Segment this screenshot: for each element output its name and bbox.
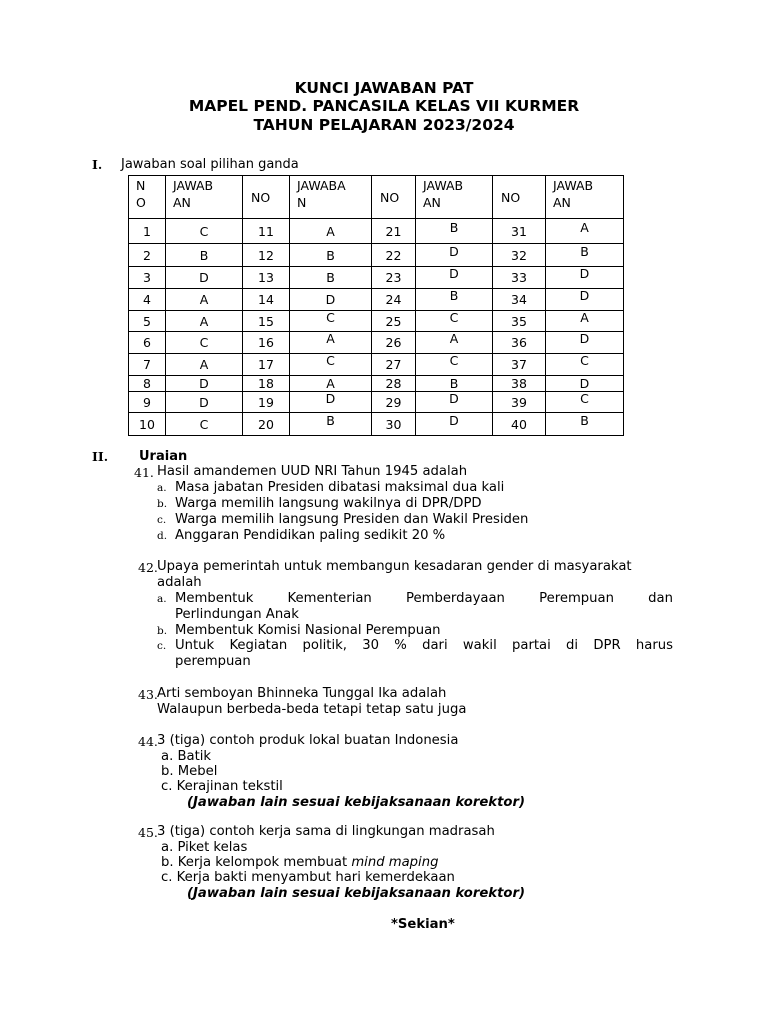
header-no: N O bbox=[129, 176, 166, 219]
row-number: 8 bbox=[129, 376, 166, 392]
row-answer: D bbox=[416, 392, 493, 413]
header-jawaban: JAWABA N bbox=[290, 176, 372, 219]
row-answer: B bbox=[416, 219, 493, 244]
row-number: 40 bbox=[493, 413, 546, 436]
row-number: 24 bbox=[372, 289, 416, 311]
table-row bbox=[129, 392, 624, 413]
row-answer: B bbox=[290, 244, 372, 267]
answer-item: a. Piket kelas bbox=[161, 840, 248, 855]
row-number: 19 bbox=[243, 392, 290, 413]
table-row bbox=[129, 332, 624, 354]
row-number: 11 bbox=[243, 219, 290, 244]
row-answer: C bbox=[166, 332, 243, 354]
row-answer: D bbox=[546, 376, 624, 392]
table-row bbox=[129, 311, 624, 332]
row-answer: C bbox=[546, 392, 624, 413]
question-number: 45. bbox=[138, 825, 158, 840]
option-text: Warga memilih langsung wakilnya di DPR/DPD bbox=[175, 496, 482, 511]
row-answer: A bbox=[290, 376, 372, 392]
row-number: 9 bbox=[129, 392, 166, 413]
table-row bbox=[129, 289, 624, 311]
row-number: 37 bbox=[493, 354, 546, 376]
row-number: 2 bbox=[129, 244, 166, 267]
row-answer: C bbox=[166, 219, 243, 244]
row-number: 39 bbox=[493, 392, 546, 413]
grader-note: (Jawaban lain sesuai kebijaksanaan korektor) bbox=[187, 886, 525, 901]
row-number: 3 bbox=[129, 267, 166, 289]
row-answer: A bbox=[166, 311, 243, 332]
answer-item: a. Batik bbox=[161, 749, 212, 764]
row-answer: D bbox=[166, 376, 243, 392]
answer-key-table bbox=[128, 175, 624, 436]
option-text: perempuan bbox=[175, 654, 251, 669]
table-row bbox=[129, 267, 624, 289]
header-jawaban: JAWAB AN bbox=[416, 176, 493, 219]
row-number: 5 bbox=[129, 311, 166, 332]
question-number: 42. bbox=[138, 560, 158, 575]
row-answer: D bbox=[546, 332, 624, 354]
option-text: Warga memilih langsung Presiden dan Wakil Presiden bbox=[175, 512, 529, 527]
row-number: 10 bbox=[129, 413, 166, 436]
row-number: 15 bbox=[243, 311, 290, 332]
row-number: 14 bbox=[243, 289, 290, 311]
row-number: 23 bbox=[372, 267, 416, 289]
section1-numeral: I. bbox=[92, 157, 103, 172]
row-number: 1 bbox=[129, 219, 166, 244]
row-answer: A bbox=[546, 311, 624, 332]
row-answer: C bbox=[416, 311, 493, 332]
question-text: Upaya pemerintah untuk membangun kesadaran gender di masyarakat bbox=[157, 559, 632, 574]
row-answer: B bbox=[290, 413, 372, 436]
answer-item: c. Kerja bakti menyambut hari kemerdekaan bbox=[161, 870, 455, 885]
doc-year: TAHUN PELAJARAN 2023/2024 bbox=[253, 116, 515, 134]
row-number: 12 bbox=[243, 244, 290, 267]
section2-numeral: II. bbox=[92, 449, 109, 464]
option-label: c. bbox=[157, 640, 167, 652]
row-number: 6 bbox=[129, 332, 166, 354]
row-answer: C bbox=[166, 413, 243, 436]
row-number: 17 bbox=[243, 354, 290, 376]
row-number: 36 bbox=[493, 332, 546, 354]
table-row bbox=[129, 244, 624, 267]
section1-title: Jawaban soal pilihan ganda bbox=[121, 157, 299, 172]
row-answer: D bbox=[416, 413, 493, 436]
row-answer: B bbox=[290, 267, 372, 289]
option-label: b. bbox=[157, 498, 168, 510]
question-number: 41. bbox=[134, 465, 154, 480]
header-no: NO bbox=[243, 176, 290, 219]
doc-title: KUNCI JAWABAN PAT bbox=[294, 79, 474, 97]
row-answer: B bbox=[416, 289, 493, 311]
row-answer: D bbox=[546, 289, 624, 311]
row-answer: D bbox=[166, 267, 243, 289]
header-no: NO bbox=[372, 176, 416, 219]
row-number: 16 bbox=[243, 332, 290, 354]
row-number: 18 bbox=[243, 376, 290, 392]
answer-item: c. Kerajinan tekstil bbox=[161, 779, 283, 794]
option-text: Masa jabatan Presiden dibatasi maksimal dua kali bbox=[175, 480, 505, 495]
header-jawaban: JAWAB AN bbox=[166, 176, 243, 219]
option-label: a. bbox=[157, 593, 167, 605]
row-number: 30 bbox=[372, 413, 416, 436]
doc-subject: MAPEL PEND. PANCASILA KELAS VII KURMER bbox=[188, 97, 580, 115]
row-answer: D bbox=[290, 289, 372, 311]
row-answer: A bbox=[416, 332, 493, 354]
table-row bbox=[129, 354, 624, 376]
row-number: 20 bbox=[243, 413, 290, 436]
row-number: 29 bbox=[372, 392, 416, 413]
question-text: Arti semboyan Bhinneka Tunggal Ika adalah bbox=[157, 686, 447, 701]
row-number: 4 bbox=[129, 289, 166, 311]
row-answer: B bbox=[416, 376, 493, 392]
table-row bbox=[129, 413, 624, 436]
row-answer: A bbox=[290, 219, 372, 244]
option-text: Perlindungan Anak bbox=[175, 607, 299, 622]
row-number: 28 bbox=[372, 376, 416, 392]
header-no: NO bbox=[493, 176, 546, 219]
row-number: 33 bbox=[493, 267, 546, 289]
row-number: 35 bbox=[493, 311, 546, 332]
question-text: adalah bbox=[157, 575, 202, 590]
row-number: 38 bbox=[493, 376, 546, 392]
row-answer: C bbox=[546, 354, 624, 376]
row-number: 34 bbox=[493, 289, 546, 311]
row-number: 26 bbox=[372, 332, 416, 354]
row-answer: D bbox=[166, 392, 243, 413]
option-label: b. bbox=[157, 625, 168, 637]
question-text: Hasil amandemen UUD NRI Tahun 1945 adalah bbox=[157, 464, 468, 479]
row-number: 7 bbox=[129, 354, 166, 376]
row-number: 32 bbox=[493, 244, 546, 267]
option-text: Membentuk Komisi Nasional Perempuan bbox=[175, 623, 441, 638]
question-text: 3 (tiga) contoh produk lokal buatan Indonesia bbox=[157, 733, 459, 748]
question-text: 3 (tiga) contoh kerja sama di lingkungan madrasah bbox=[157, 824, 495, 839]
option-text: Untuk Kegiatan politik, 30 % dari wakil partai di DPR harus bbox=[175, 638, 673, 653]
table-row bbox=[129, 376, 624, 392]
question-number: 43. bbox=[138, 687, 158, 702]
row-answer: A bbox=[546, 219, 624, 244]
row-answer: C bbox=[416, 354, 493, 376]
table-row bbox=[129, 219, 624, 244]
option-label: a. bbox=[157, 482, 167, 494]
section2-title: Uraian bbox=[139, 449, 188, 464]
row-answer: C bbox=[290, 354, 372, 376]
row-answer: B bbox=[546, 413, 624, 436]
row-number: 25 bbox=[372, 311, 416, 332]
row-number: 27 bbox=[372, 354, 416, 376]
row-answer: C bbox=[290, 311, 372, 332]
option-text: Anggaran Pendidikan paling sedikit 20 % bbox=[175, 528, 446, 543]
row-number: 22 bbox=[372, 244, 416, 267]
answer-item: b. Mebel bbox=[161, 764, 218, 779]
header-jawaban: JAWAB AN bbox=[546, 176, 624, 219]
row-answer: D bbox=[546, 267, 624, 289]
answer-text: Walaupun berbeda-beda tetapi tetap satu juga bbox=[157, 702, 467, 717]
row-number: 31 bbox=[493, 219, 546, 244]
answer-item: b. Kerja kelompok membuat mind maping bbox=[161, 855, 439, 870]
row-answer: B bbox=[166, 244, 243, 267]
row-number: 13 bbox=[243, 267, 290, 289]
question-number: 44. bbox=[138, 734, 158, 749]
grader-note: (Jawaban lain sesuai kebijaksanaan korektor) bbox=[187, 795, 525, 810]
row-answer: A bbox=[166, 354, 243, 376]
closing-text: *Sekian* bbox=[391, 917, 455, 932]
row-answer: A bbox=[166, 289, 243, 311]
option-label: d. bbox=[157, 530, 168, 542]
row-answer: D bbox=[416, 267, 493, 289]
row-answer: D bbox=[290, 392, 372, 413]
table-header-row bbox=[129, 176, 624, 219]
row-number: 21 bbox=[372, 219, 416, 244]
option-label: c. bbox=[157, 514, 167, 526]
row-answer: B bbox=[546, 244, 624, 267]
row-answer: D bbox=[416, 244, 493, 267]
row-answer: A bbox=[290, 332, 372, 354]
option-text: Membentuk Kementerian Pemberdayaan Perempuan dan bbox=[175, 591, 673, 606]
